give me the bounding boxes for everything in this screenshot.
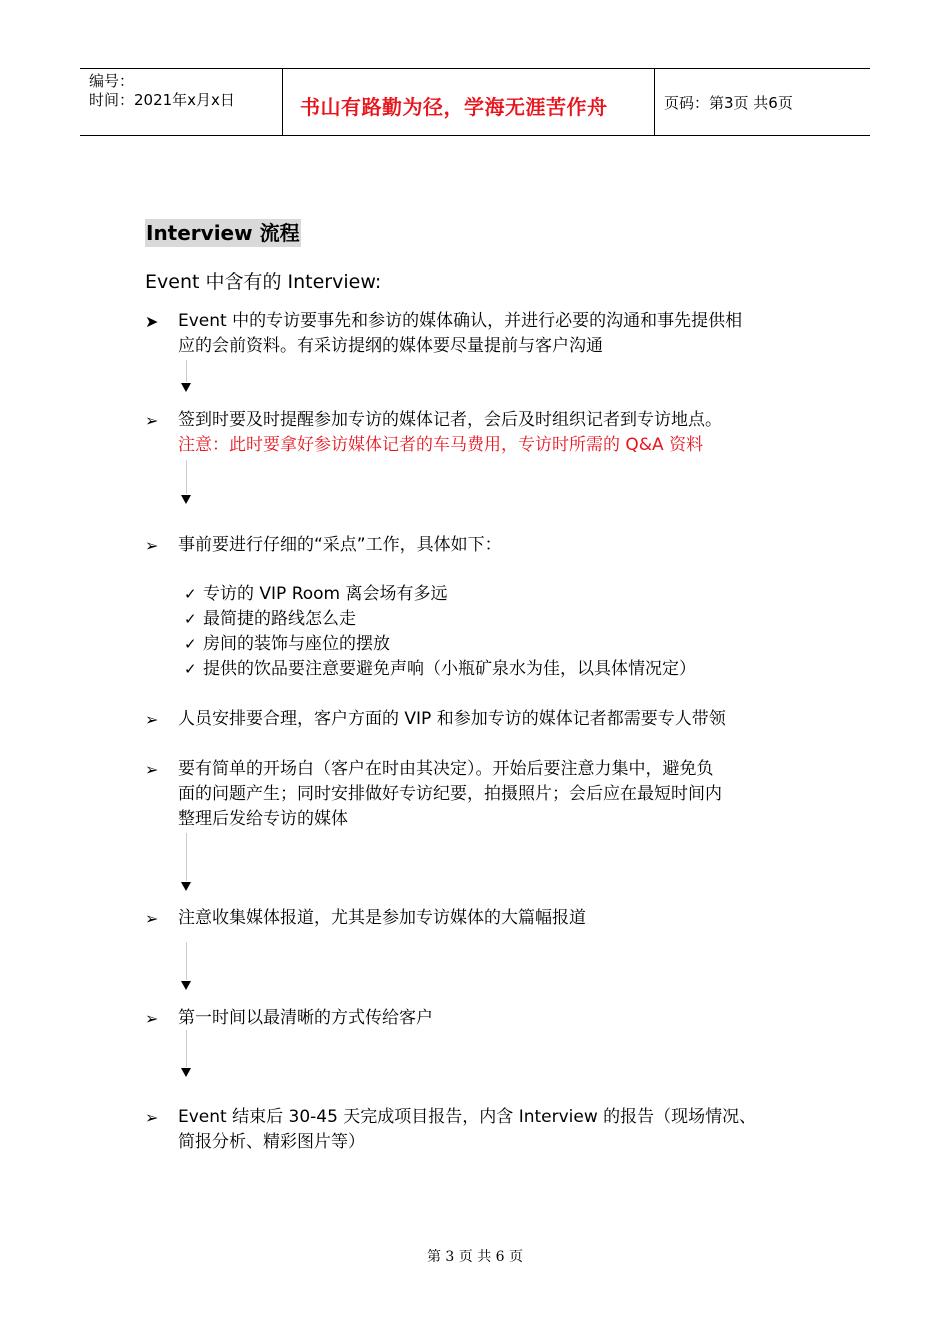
check-item: 提供的饮品要注意要避免声响（小瓶矿泉水为佳，以具体情况定） [203, 659, 696, 679]
header-divider [282, 68, 283, 136]
step-1-line-1: Event 中的专访要事先和参访的媒体确认，并进行必要的沟通和事先提供相 [178, 311, 743, 331]
step-3-line-1: 事前要进行仔细的“采点”工作，具体如下： [178, 535, 502, 555]
step-2-note: 注意：此时要拿好参访媒体记者的车马费用，专访时所需的 Q&A 资料 [178, 435, 704, 455]
step-8-line-2: 简报分析、精彩图片等） [178, 1132, 365, 1152]
section-subtitle: Event 中含有的 Interview: [145, 271, 382, 293]
flow-arrow-down-icon [181, 882, 191, 891]
step-2-line-1: 签到时要及时提醒参加专访的媒体记者，会后及时组织记者到专访地点。 [178, 410, 722, 430]
check-item: 房间的装饰与座位的摆放 [203, 634, 390, 654]
motto: 书山有路勤为径，学海无涯苦作舟 [300, 95, 608, 119]
arrow-bullet-icon: ➢ [145, 1108, 159, 1127]
step-1-line-2: 应的会前资料。有采访提纲的媒体要尽量提前与客户沟通 [178, 336, 603, 356]
flow-connector-line [186, 942, 187, 980]
check-icon: ✓ [184, 660, 197, 678]
arrow-bullet-icon: ➢ [145, 1009, 159, 1028]
flow-arrow-down-icon [181, 495, 191, 504]
flow-connector-line [186, 833, 187, 881]
page-title: Interview 流程 [146, 221, 300, 245]
flow-connector-line [186, 460, 187, 494]
step-4-line-1: 人员安排要合理，客户方面的 VIP 和参加专访的媒体记者都需要专人带领 [178, 709, 726, 729]
flow-connector-line [186, 360, 187, 382]
header-top-border [80, 68, 870, 69]
arrow-bullet-icon: ➢ [145, 536, 159, 555]
flow-arrow-down-icon [181, 1068, 191, 1077]
flow-connector-line [186, 1030, 187, 1067]
page-label: 页码：第3页 共6页 [664, 94, 793, 112]
step-5-line-1: 要有简单的开场白（客户在时由其决定）。开始后要注意力集中，避免负 [178, 759, 714, 779]
step-8-line-1: Event 结束后 30-45 天完成项目报告，内含 Interview 的报告（现场情况、 [178, 1107, 757, 1127]
page-footer: 第 3 页 共 6 页 [426, 1249, 524, 1265]
check-item: 最简捷的路线怎么走 [203, 609, 356, 629]
arrow-bullet-icon: ➤ [145, 312, 159, 331]
header-bottom-border [80, 135, 870, 136]
check-item: 专访的 VIP Room 离会场有多远 [203, 584, 448, 604]
check-icon: ✓ [184, 635, 197, 653]
arrow-bullet-icon: ➢ [145, 760, 159, 779]
step-6-line-1: 注意收集媒体报道，尤其是参加专访媒体的大篇幅报道 [178, 908, 586, 928]
arrow-bullet-icon: ➢ [145, 710, 159, 729]
arrow-bullet-icon: ➢ [145, 909, 159, 928]
header-divider [654, 68, 655, 136]
flow-arrow-down-icon [181, 383, 191, 392]
step-7-line-1: 第一时间以最清晰的方式传给客户 [178, 1008, 433, 1028]
number-label: 编号： [89, 72, 135, 90]
time-label: 时间：2021年x月x日 [89, 91, 235, 109]
step-5-line-3: 整理后发给专访的媒体 [178, 809, 348, 829]
flow-arrow-down-icon [181, 981, 191, 990]
check-icon: ✓ [184, 610, 197, 628]
check-icon: ✓ [184, 585, 197, 603]
step-5-line-2: 面的问题产生；同时安排做好专访纪要，拍摄照片；会后应在最短时间内 [178, 784, 722, 804]
arrow-bullet-icon: ➢ [145, 411, 159, 430]
